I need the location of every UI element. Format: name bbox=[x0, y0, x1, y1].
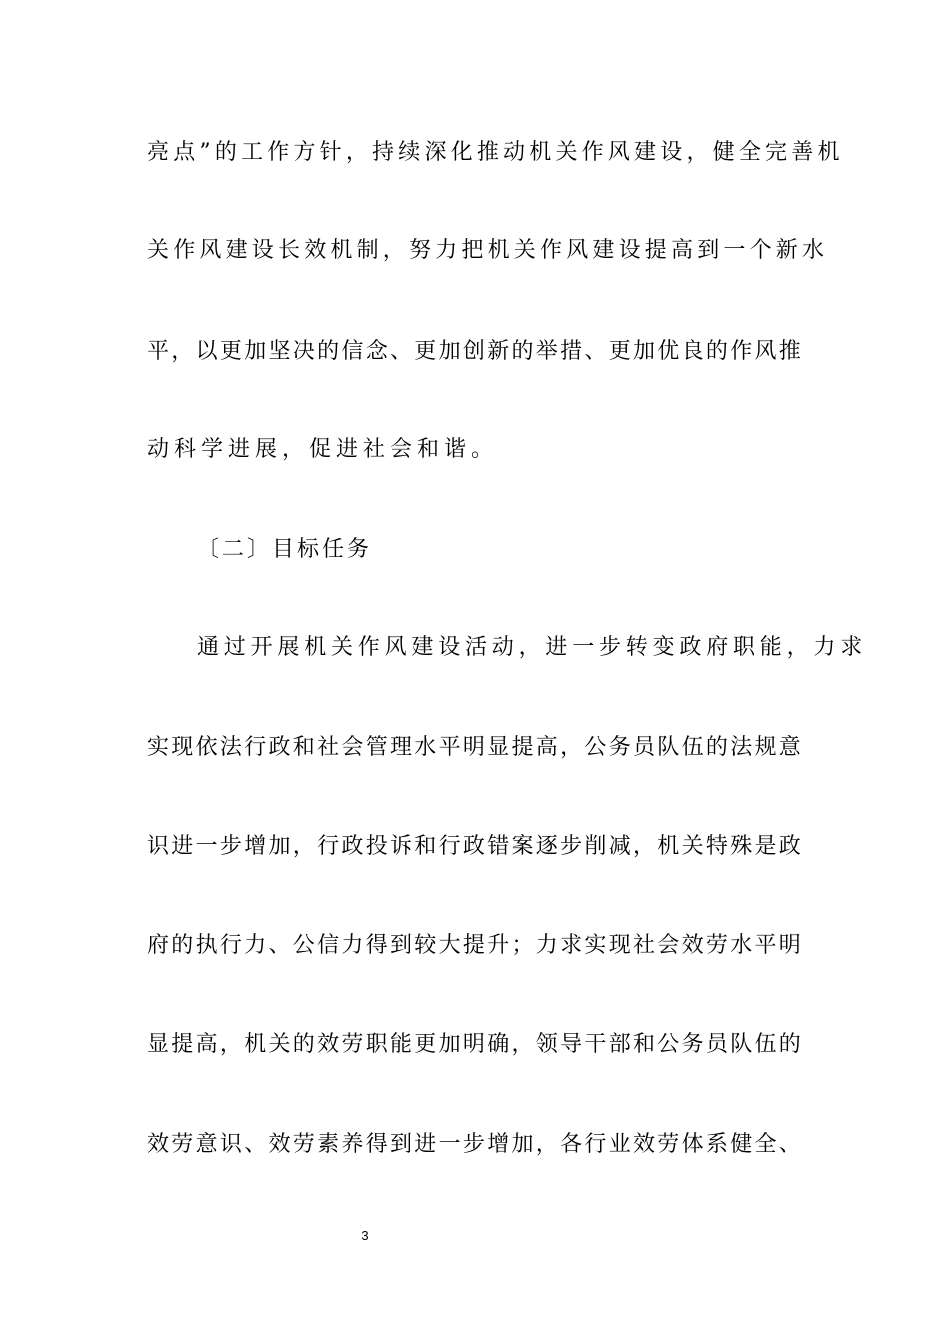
text-line: 识进一步增加，行政投诉和行政错案逐步削减，机关特殊是政 bbox=[147, 834, 804, 859]
paragraph-first-line: 通过开展机关作风建设活动，进一步转变政府职能，力求 bbox=[197, 635, 868, 660]
section-heading: 〔二〕目标任务 bbox=[197, 537, 373, 562]
text-line: 府的执行力、公信力得到较大提升；力求实现社会效劳水平明 bbox=[147, 933, 804, 958]
text-line: 关作风建设长效机制，努力把机关作风建设提高到一个新水 bbox=[147, 238, 829, 263]
text-line: 平，以更加坚决的信念、更加创新的举措、更加优良的作风推 bbox=[147, 339, 804, 364]
text-line: 实现依法行政和社会管理水平明显提高，公务员队伍的法规意 bbox=[147, 735, 804, 760]
text-line: 显提高，机关的效劳职能更加明确，领导干部和公务员队伍的 bbox=[147, 1032, 804, 1057]
text-line: 动科学进展，促进社会和谐。 bbox=[147, 437, 499, 462]
page-number: 3 bbox=[361, 1228, 369, 1243]
text-line: 亮点”的工作方针，持续深化推动机关作风建设，健全完善机 bbox=[147, 140, 844, 165]
text-line: 效劳意识、效劳素养得到进一步增加，各行业效劳体系健全、 bbox=[147, 1132, 804, 1157]
